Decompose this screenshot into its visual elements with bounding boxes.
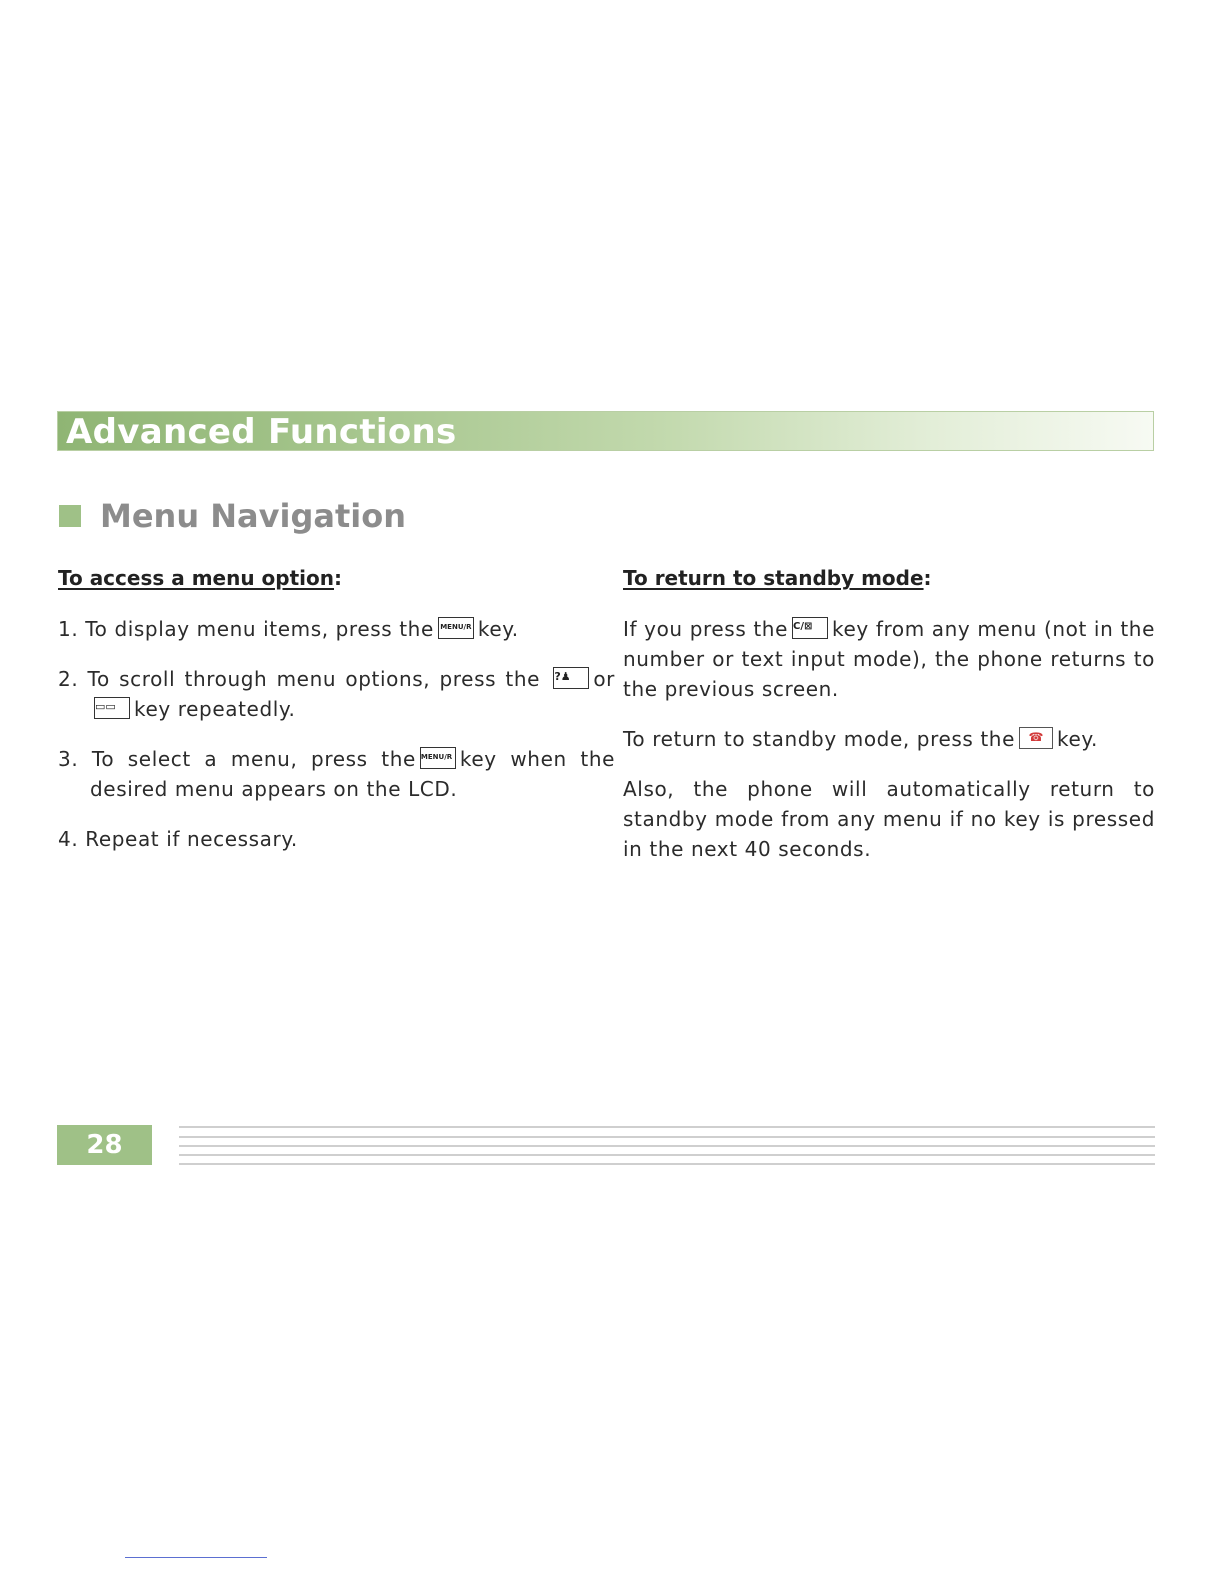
standby-text-end: key. — [1056, 727, 1098, 751]
right-heading-colon: : — [923, 566, 932, 590]
step-2-or: or — [593, 667, 615, 691]
step-4-text: 4. Repeat if necessary. — [58, 827, 298, 851]
section-bullet-icon — [59, 505, 81, 527]
timeout-paragraph — [623, 774, 1155, 864]
step-2-end: key repeatedly. — [134, 697, 296, 721]
right-heading — [623, 563, 932, 593]
chapter-title: Advanced Functions — [66, 412, 457, 452]
end-key-icon: ☎ — [1019, 727, 1053, 749]
menu-key-icon: MENU/R — [438, 617, 474, 639]
step-4 — [58, 824, 583, 854]
footer-rule — [179, 1154, 1155, 1156]
step-3-text: 3. To select a menu, press the — [58, 747, 416, 771]
footer-link-line — [125, 1557, 267, 1558]
left-heading-colon: : — [334, 566, 342, 590]
step-1 — [58, 614, 583, 644]
standby-paragraph — [623, 724, 1155, 754]
page-number: 28 — [57, 1125, 152, 1165]
phonebook-down-key-icon: ▭▭ — [94, 697, 130, 719]
footer-rules — [179, 1125, 1155, 1167]
step-2-text: 2. To scroll through menu options, press the — [58, 667, 541, 691]
step-2 — [58, 664, 615, 724]
footer-rule — [179, 1145, 1155, 1147]
step-1-end: key. — [477, 617, 519, 641]
footer-rule — [179, 1136, 1155, 1138]
footer-rule — [179, 1163, 1155, 1165]
return-text-end: key from any menu (not in the number or text input mode), the phone returns to the previous screen. — [623, 617, 1155, 701]
left-heading — [58, 563, 342, 593]
step-3 — [58, 744, 615, 804]
step-1-text: 1. To display menu items, press the — [58, 617, 434, 641]
right-heading-text: To return to standby mode — [623, 566, 924, 590]
standby-text: To return to standby mode, press the — [623, 727, 1015, 751]
section-title: Menu Navigation — [100, 497, 406, 535]
step-3-end: key when the desired menu appears on the LCD. — [90, 747, 615, 801]
menu-key-icon: MENU/R — [420, 747, 456, 769]
return-text: If you press the — [623, 617, 788, 641]
left-heading-text: To access a menu option — [58, 566, 334, 590]
footer-rule — [179, 1126, 1155, 1128]
phonebook-up-key-icon: ?♟ — [553, 667, 589, 689]
clear-key-icon: C/⊠ — [792, 617, 828, 639]
chapter-banner — [57, 411, 1154, 451]
timeout-text: Also, the phone will automatically return to standby mode from any menu if no key is pressed in the next 40 seconds. — [623, 777, 1155, 861]
return-paragraph — [623, 614, 1155, 704]
